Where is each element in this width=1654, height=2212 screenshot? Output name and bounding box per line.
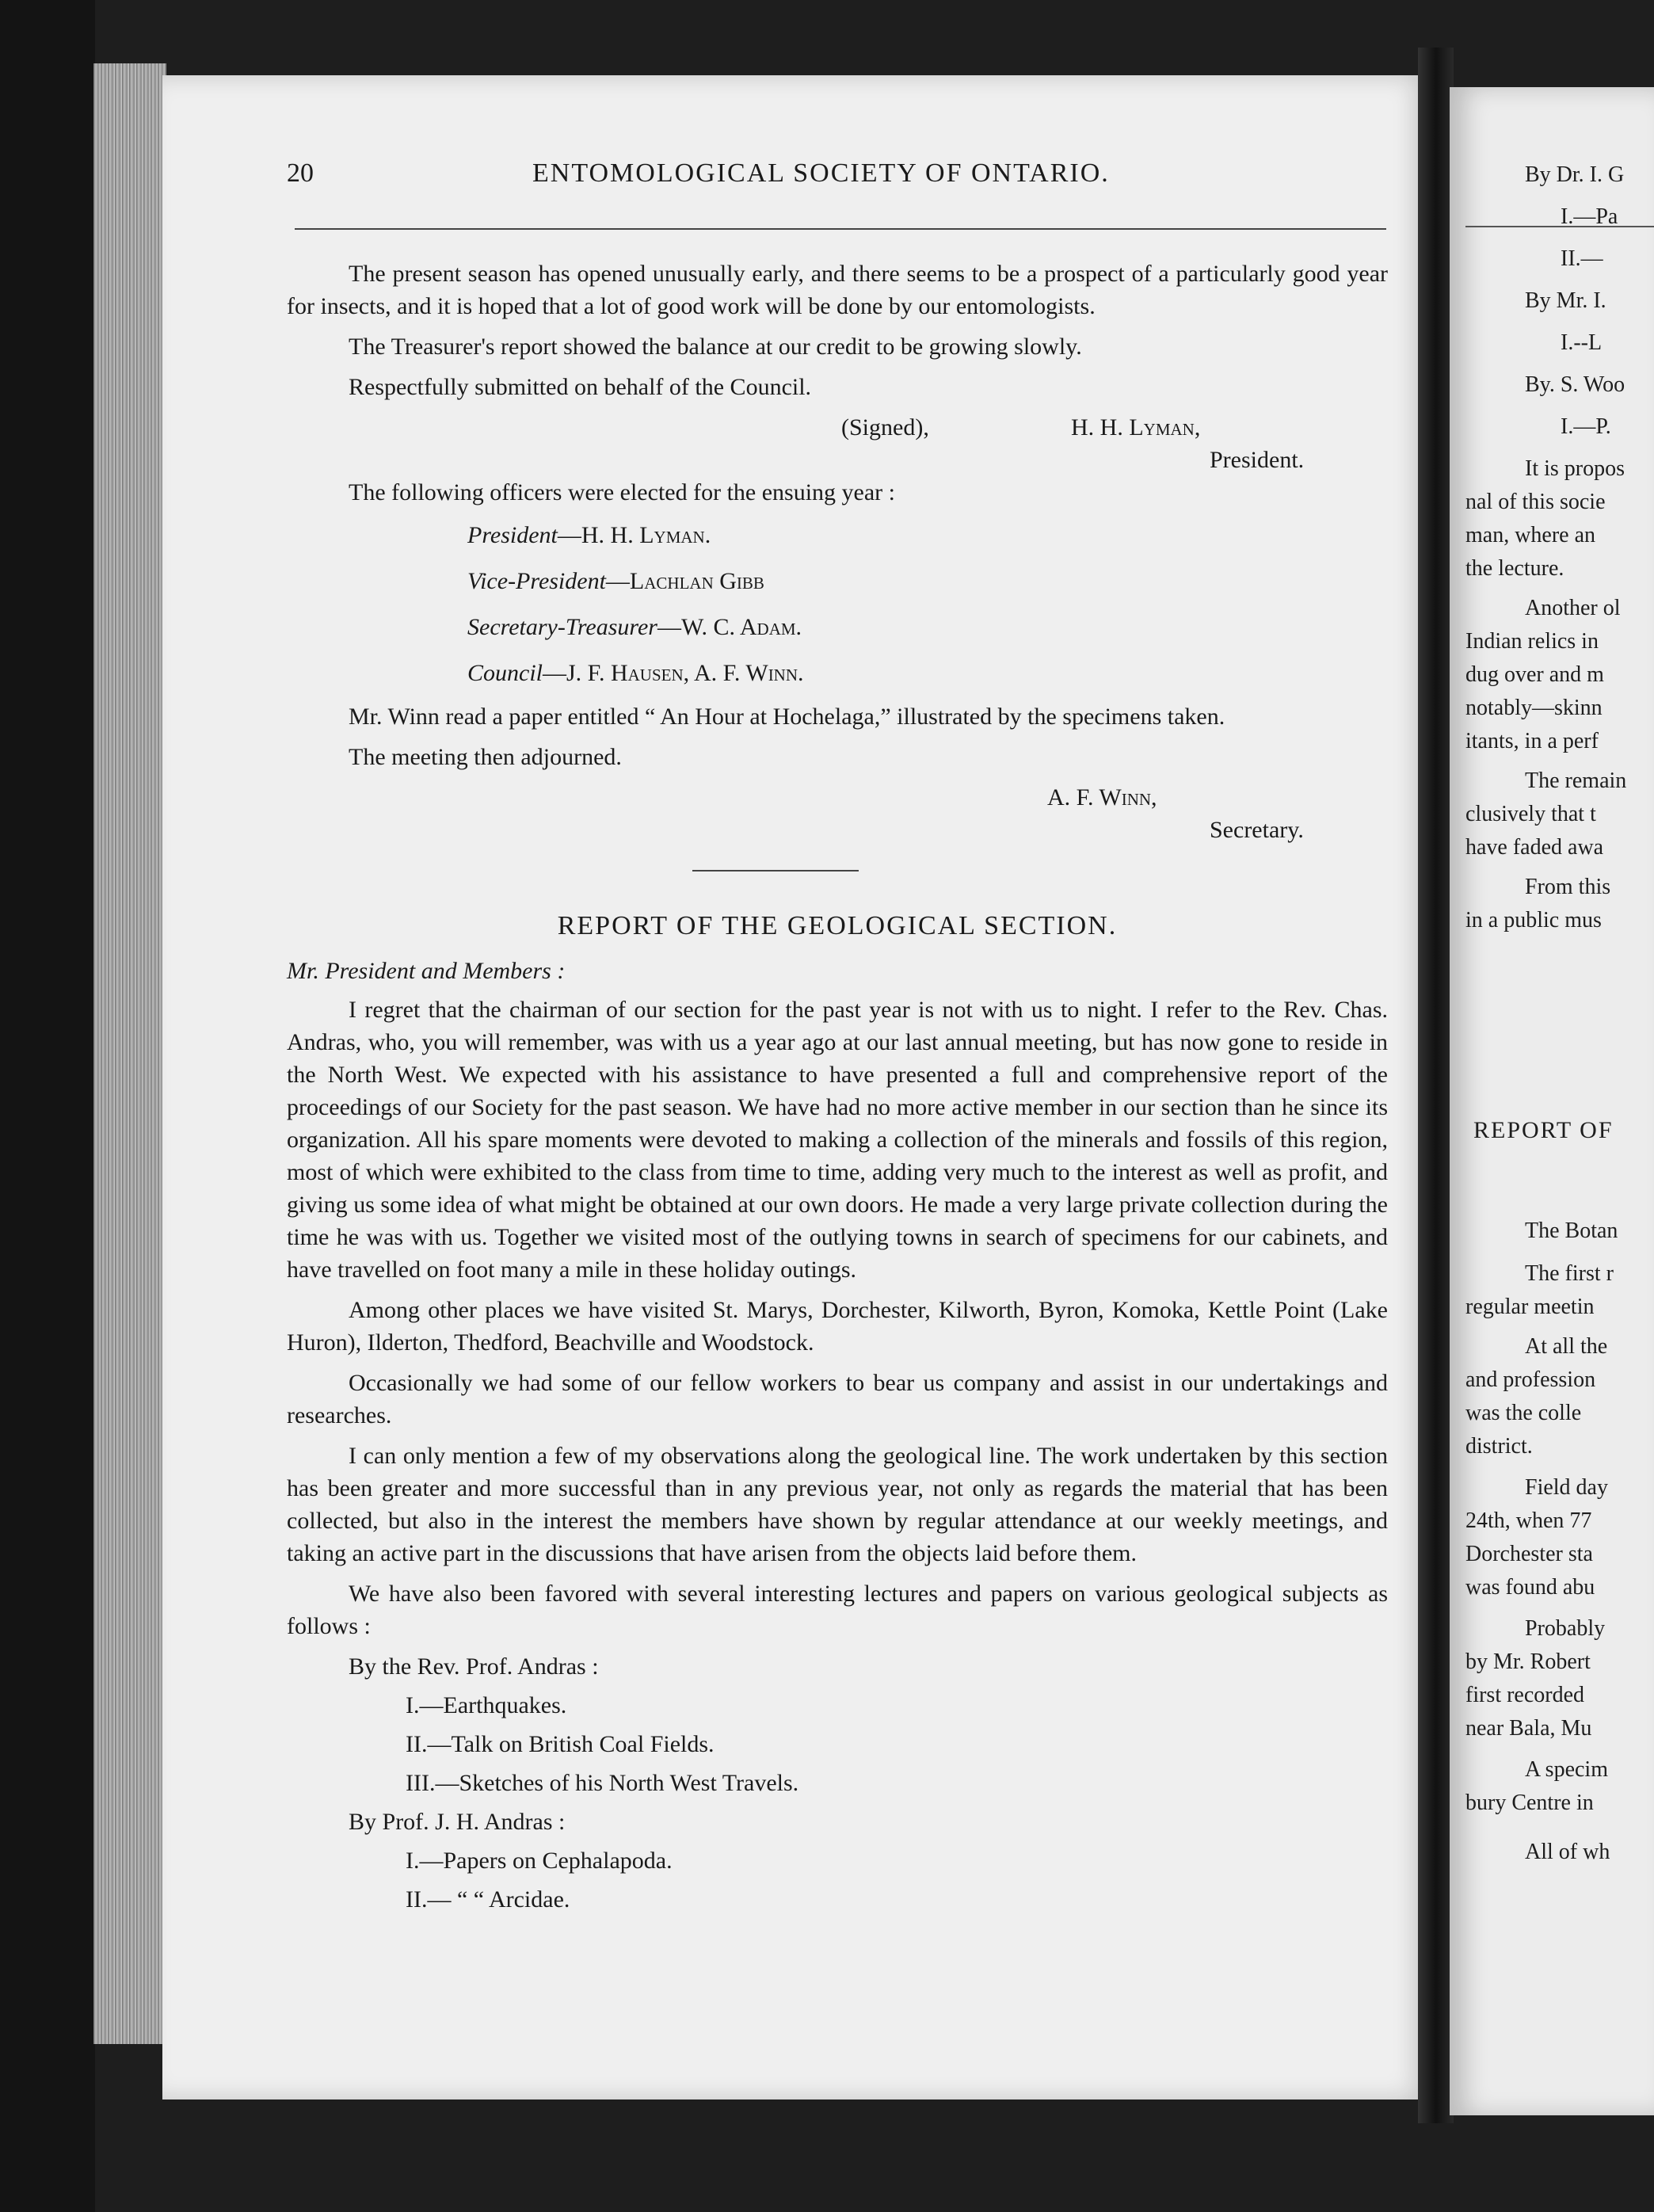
officers-intro: The following officers were elected for the ensuing year :	[349, 479, 895, 505]
right-page	[1450, 87, 1654, 2115]
right-page-header-rule	[1465, 226, 1654, 227]
right-page-line: 24th, when 77	[1465, 1508, 1592, 1533]
right-page-line: dug over and m	[1465, 662, 1604, 687]
right-page-line: All of wh	[1525, 1840, 1610, 1864]
report-paragraph: Respectfully submitted on behalf of the Council.	[349, 374, 812, 400]
right-page-line: The remain	[1525, 768, 1627, 793]
page-stack-edge	[93, 63, 166, 2044]
right-page-line: nal of this socie	[1465, 490, 1606, 514]
lecturer-heading: By the Rev. Prof. Andras :	[349, 1653, 599, 1680]
right-page-line: The first r	[1525, 1261, 1614, 1286]
president-signature	[287, 411, 1388, 476]
officer-entry: Council—J. F. Hausen, A. F. Winn.	[467, 660, 804, 686]
right-page-line: I.—P.	[1561, 414, 1611, 439]
section-divider	[692, 870, 859, 871]
right-page-line: Indian relics in	[1465, 629, 1599, 654]
lecture-item: I.—Papers on Cephalapoda.	[406, 1848, 673, 1874]
page-body	[287, 257, 1388, 1922]
geo-paragraph: I can only mention a few of my observations along the geological line. The work undertaken by this section has been greater and more successful than in any previous year, not only as regards the material that has been collected, but also in the interest the members have shown by regular attendance at our weekly meetings, and taking an active part in the discussions that have arisen from the objects laid before them.	[287, 1443, 1388, 1566]
right-page-line: was found abu	[1465, 1575, 1595, 1600]
right-page-line: in a public mus	[1465, 908, 1602, 932]
geo-paragraph: Occasionally we had some of our fellow workers to bear us company and assist in our undertakings and researches.	[287, 1370, 1388, 1428]
signed-label: (Signed),	[841, 414, 929, 440]
right-page-line: By Dr. I. G	[1525, 162, 1625, 187]
right-page-line: I.--L	[1561, 330, 1603, 355]
right-page-line: was the colle	[1465, 1401, 1582, 1425]
right-page-line: The Botan	[1525, 1219, 1618, 1243]
right-page-line: itants, in a perf	[1465, 729, 1599, 753]
right-page-line: and profession	[1465, 1367, 1596, 1392]
right-page-line: REPORT OF	[1473, 1117, 1614, 1143]
right-page-line: first recorded	[1465, 1683, 1585, 1707]
signer-name: H. H. Lyman,	[1071, 414, 1201, 440]
lecture-item: I.—Earthquakes.	[406, 1692, 567, 1718]
right-page-line: A specim	[1525, 1757, 1608, 1782]
secretary-name: A. F. Winn,	[1047, 784, 1157, 810]
geo-paragraph: I regret that the chairman of our section for the past year is not with us to night. I refer to the Rev. Chas. Andras, who, you will remember, was with us a year ago at our last annual meeting, but has now gone to reside in the North West. We expected with his assistance to have presented a full and comprehensive report of the proceedings of our Society for the past season. We have had no more active member in our section than he since its organization. All his spare moments were devoted to making a collection of the minerals and fossils of this region, most of which were exhibited to the class from time to time, adding very much to the interest as well as profit, and giving us some idea of what might be obtained at our own doors. He made a very large private collection during the time he was with us. Together we visited most of the outlying towns in search of specimens for our cabinets, and have travelled on foot many a mile in these holiday outings.	[287, 997, 1388, 1283]
report-paragraph: The Treasurer's report showed the balance at our credit to be growing slowly.	[349, 334, 1082, 360]
secretary-role: Secretary.	[1210, 817, 1304, 843]
report-paragraph: Mr. Winn read a paper entitled “ An Hour at Hochelaga,” illustrated by the specimens taken.	[349, 704, 1225, 730]
right-page-line: notably—skinn	[1465, 696, 1603, 720]
right-page-line: Field day	[1525, 1475, 1608, 1500]
right-page-line: It is propos	[1525, 456, 1625, 481]
header-rule	[295, 228, 1386, 230]
officer-entry: Secretary-Treasurer—W. C. Adam.	[467, 614, 802, 640]
salutation: Mr. President and Members :	[287, 958, 566, 984]
right-page-line: II.—	[1561, 246, 1603, 271]
page-number: 20	[287, 158, 314, 188]
lecturer-heading: By Prof. J. H. Andras :	[349, 1809, 566, 1835]
right-page-line: At all the	[1525, 1334, 1608, 1359]
right-page-line: the lecture.	[1465, 556, 1564, 581]
right-page-line: near Bala, Mu	[1465, 1716, 1592, 1741]
signer-role: President.	[1210, 447, 1305, 473]
running-title: ENTOMOLOGICAL SOCIETY OF ONTARIO.	[532, 158, 1110, 188]
book-gutter	[1418, 48, 1454, 2123]
page-header	[287, 158, 1388, 206]
right-page-line: have faded awa	[1465, 835, 1604, 860]
right-page-line: bury Centre in	[1465, 1791, 1594, 1815]
geo-paragraph: We have also been favored with several interesting lectures and papers on various geological subjects as follows :	[287, 1581, 1388, 1639]
right-page-line: by Mr. Robert	[1465, 1649, 1591, 1674]
lecture-item: II.—Talk on British Coal Fields.	[406, 1731, 715, 1757]
book-edge	[0, 0, 95, 2212]
right-page-line: I.—Pa	[1561, 204, 1618, 229]
report-paragraph: The meeting then adjourned.	[349, 744, 622, 770]
right-page-line: man, where an	[1465, 523, 1596, 547]
right-page-line: regular meetin	[1465, 1295, 1595, 1319]
geo-paragraph: Among other places we have visited St. Marys, Dorchester, Kilworth, Byron, Komoka, Kettle Point (Lake Huron), Ilderton, Thedford, Beachville and Woodstock.	[287, 1297, 1388, 1356]
secretary-signature	[287, 781, 1388, 852]
section-title: REPORT OF THE GEOLOGICAL SECTION.	[557, 911, 1118, 940]
right-page-line: By. S. Woo	[1525, 372, 1625, 397]
right-page-line: Another ol	[1525, 596, 1621, 620]
right-page-line: Probably	[1525, 1616, 1606, 1641]
officer-entry: Vice-President—Lachlan Gibb	[467, 568, 764, 594]
right-page-line: Dorchester sta	[1465, 1542, 1593, 1566]
right-page-line: By Mr. I.	[1525, 288, 1606, 313]
report-paragraph: The present season has opened unusually early, and there seems to be a prospect of a particularly good year for insects, and it is hoped that a lot of good work will be done by our entomologists.	[287, 261, 1388, 319]
officers-list	[287, 517, 1388, 692]
lecture-item: III.—Sketches of his North West Travels.	[406, 1770, 799, 1796]
lecture-item: II.— “ “ Arcidae.	[406, 1886, 570, 1913]
right-page-line: From this	[1525, 875, 1611, 899]
right-page-line: clusively that t	[1465, 802, 1596, 826]
right-page-line: district.	[1465, 1434, 1533, 1459]
officer-entry: President—H. H. Lyman.	[467, 522, 711, 548]
